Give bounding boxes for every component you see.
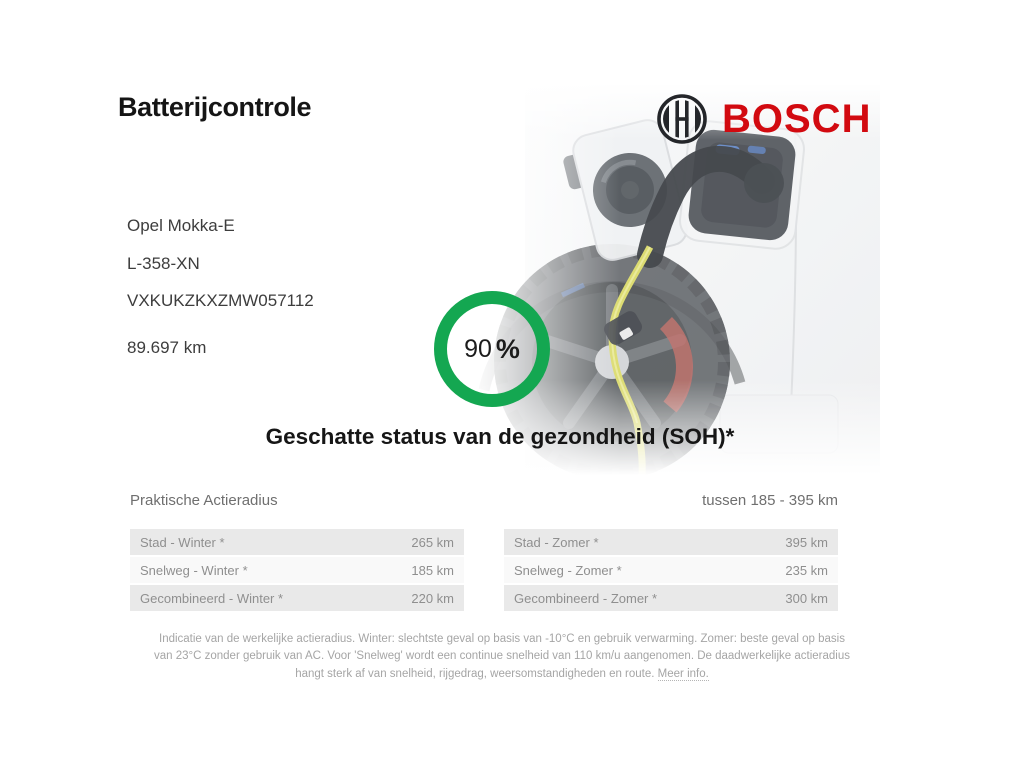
vehicle-license-plate: L-358-XN [127, 254, 200, 273]
range-label: Snelweg - Zomer * [514, 562, 622, 578]
soh-ring [434, 291, 550, 407]
range-label: Snelweg - Winter * [140, 562, 248, 578]
range-label: Stad - Zomer * [514, 534, 599, 550]
range-value: 235 km [785, 562, 828, 578]
summer-range-table [504, 529, 838, 613]
vehicle-model: Opel Mokka-E [127, 216, 235, 235]
table-row [130, 529, 464, 555]
disclaimer-text [152, 631, 852, 683]
bosch-armature-icon [656, 93, 708, 145]
table-row [130, 557, 464, 583]
soh-value: 90 [464, 334, 492, 363]
range-summary: tussen 185 - 395 km [702, 492, 838, 509]
range-value: 395 km [785, 534, 828, 550]
bosch-wordmark: BOSCH [722, 97, 872, 141]
range-label: Stad - Winter * [140, 534, 225, 550]
range-label: Gecombineerd - Winter * [140, 590, 284, 606]
bosch-logo [656, 93, 871, 145]
more-info-link[interactable]: Meer info. [657, 667, 709, 680]
range-label: Gecombineerd - Zomer * [514, 590, 658, 606]
winter-range-table [130, 529, 464, 613]
page-title: Batterijcontrole [118, 92, 312, 122]
table-row [504, 557, 838, 583]
table-row [504, 529, 838, 555]
range-value: 300 km [785, 590, 828, 606]
disclaimer-body: Indicatie van de werkelijke actieradius. Winter: slechtste geval op basis van -10°C en gebruik verwarming. Zomer: beste geval op basis van 23°C zonder gebruik van AC. Voor 'Snelweg' wordt een continue snelheid van 110 km/u aangenomen. De daadwerkelijke actieradius hangt sterk af van snelheid, rijgedrag, weersomstandigheden en route. [153, 633, 850, 680]
table-row [504, 585, 838, 611]
range-header-row [130, 492, 838, 509]
vehicle-odometer: 89.697 km [127, 338, 207, 357]
table-row [130, 585, 464, 611]
soh-unit: % [495, 333, 520, 364]
vehicle-vin: VXKUKZKXZMW057112 [127, 291, 314, 310]
soh-heading: Geschatte status van de gezondheid (SOH)* [265, 424, 735, 449]
range-value: 265 km [411, 534, 454, 550]
range-value: 220 km [411, 590, 454, 606]
range-tables [130, 529, 838, 613]
range-section-title: Praktische Actieradius [130, 492, 278, 509]
range-value: 185 km [411, 562, 454, 578]
